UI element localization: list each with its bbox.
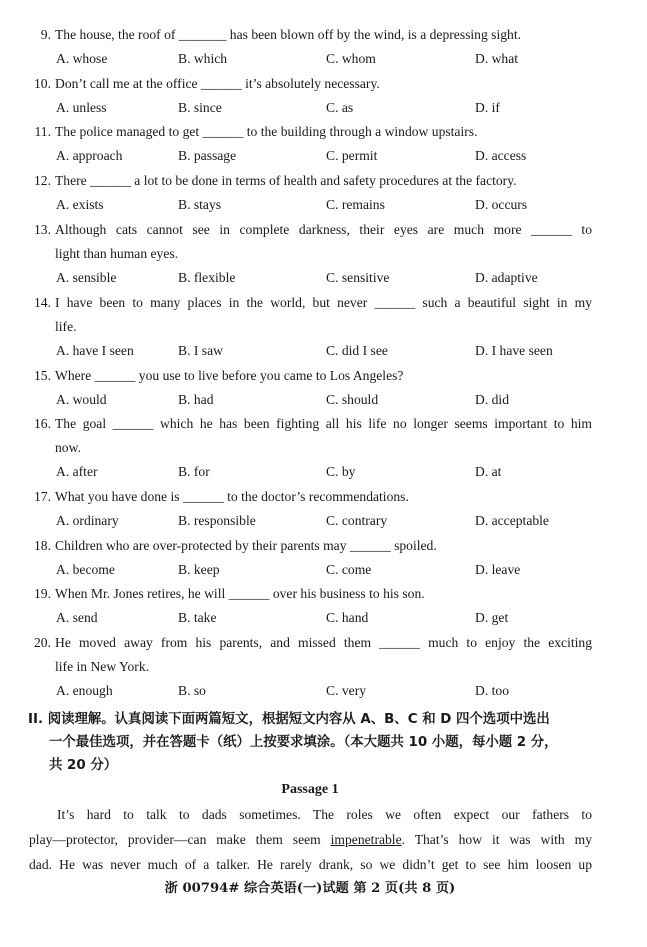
option-c: C. very [326,683,367,698]
option-c: C. should [326,392,379,407]
option-b: B. which [178,51,228,66]
question-stem [29,485,592,509]
option-a: A. have I seen [56,343,134,358]
question-text: When Mr. Jones retires, he will ______ over his business to his son. [55,586,425,601]
option-c: C. contrary [326,513,388,528]
question-stem [29,364,592,388]
question-text: There ______ a lot to be done in terms of health and safety procedures at the factory. [55,173,517,188]
option-b: B. I saw [178,343,223,358]
answer-options [56,388,596,412]
option-a: A. unless [56,100,107,115]
question-number: 16. [34,416,51,431]
question-text-continued: now. [55,440,81,455]
question-stem [29,291,592,315]
option-a: A. whose [56,51,108,66]
option-b: B. take [178,610,217,625]
question-stem [29,412,592,436]
option-d: D. if [475,100,500,115]
question-number: 12. [34,173,51,188]
question-stem [29,120,592,144]
option-b: B. keep [178,562,220,577]
option-c: C. by [326,464,356,479]
option-c: C. permit [326,148,378,163]
answer-options [56,509,596,533]
option-d: D. too [475,683,509,698]
passage-line-2-start: play—protector, provider—can make them seem [29,832,331,847]
answer-options [56,47,596,71]
question-number: 11. [34,124,51,139]
option-c: C. whom [326,51,376,66]
question-text: What you have done is ______ to the doctor’s recommendations. [55,489,409,504]
question-text: Where ______ you use to live before you came to Los Angeles? [55,368,404,383]
question-text: I have been to many places in the world, but never ______ such a beautiful sight in my [55,295,592,310]
question-text-continued: life in New York. [55,659,150,674]
option-b: B. stays [178,197,222,212]
question-text-continued: life. [55,319,77,334]
option-a: A. send [56,610,98,625]
answer-options [56,96,596,120]
option-d: D. what [475,51,519,66]
question-stem [29,631,592,655]
question-text: Children who are over-protected by their parents may ______ spoiled. [55,538,437,553]
question-stem [29,169,592,193]
option-a: A. sensible [56,270,117,285]
answer-options [56,606,596,630]
question-text: The police managed to get ______ to the building through a window upstairs. [55,124,478,139]
option-d: D. acceptable [475,513,549,528]
option-c: C. remains [326,197,385,212]
answer-options [56,339,596,363]
option-b: B. so [178,683,206,698]
question-stem [29,23,592,47]
section-heading [28,708,594,778]
option-b: B. since [178,100,222,115]
question-text: He moved away from his parents, and missed them ______ much to enjoy the exciting [55,635,592,650]
option-d: D. occurs [475,197,528,212]
question-text: The house, the roof of _______ has been blown off by the wind, is a depressing sight. [55,27,522,42]
question-stem [29,534,592,558]
question-number: 13. [34,222,51,237]
option-b: B. responsible [178,513,256,528]
option-c: C. come [326,562,372,577]
option-b: B. had [178,392,214,407]
answer-options [56,558,596,582]
passage-line-3: dad. He was never much of a talker. He rarely drank, so we didn’t get to see him loosen up [29,857,592,872]
passage-line-2 [29,828,592,852]
option-a: A. enough [56,683,113,698]
question-stem [29,218,592,242]
question-number: 17. [34,489,51,504]
option-c: C. sensitive [326,270,390,285]
option-d: D. leave [475,562,521,577]
question-number: 15. [34,368,51,383]
option-b: B. passage [178,148,237,163]
question-stem [29,582,592,606]
option-d: D. adaptive [475,270,538,285]
section-line-1: II. 阅读理解。认真阅读下面两篇短文，根据短文内容从 A、B、C 和 D 四个选项中选出 [28,712,550,727]
section-line-3: 共 20 分） [49,758,118,773]
option-a: A. after [56,464,98,479]
question-text: The goal ______ which he has been fighting all his life no longer seems important to him [55,416,592,431]
option-c: C. did I see [326,343,388,358]
option-c: C. as [326,100,354,115]
answer-options [56,266,596,290]
option-d: D. at [475,464,502,479]
option-a: A. would [56,392,107,407]
question-text: Don’t call me at the office ______ it’s absolutely necessary. [55,76,380,91]
option-d: D. did [475,392,509,407]
option-d: D. get [475,610,509,625]
question-number: 18. [34,538,51,553]
answer-options [56,460,596,484]
option-c: C. hand [326,610,369,625]
question-number: 10. [34,76,51,91]
option-a: A. approach [56,148,123,163]
question-text: Although cats cannot see in complete darkness, their eyes are much more ______ to [55,222,592,237]
question-number: 19. [34,586,51,601]
section-line-2: 一个最佳选项，并在答题卡（纸）上按要求填涂。（本大题共 10 小题，每小题 2 分， [49,735,558,750]
answer-options [56,679,596,703]
question-number: 9. [40,27,51,42]
question-number: 14. [34,295,51,310]
question-stem [29,72,592,96]
question-number: 20. [34,635,51,650]
option-a: A. become [56,562,115,577]
option-a: A. ordinary [56,513,119,528]
passage-title: Passage 1 [281,782,339,797]
option-b: B. for [178,464,210,479]
option-d: D. access [475,148,527,163]
option-d: D. I have seen [475,343,553,358]
question-text-continued: light than human eyes. [55,246,179,261]
page-footer: 浙 00794# 综合英语(一)试题 第 2 页(共 8 页) [164,881,456,896]
answer-options [56,193,596,217]
underlined-word: impenetrable [330,832,402,847]
answer-options [56,144,596,168]
option-b: B. flexible [178,270,236,285]
passage-line-1: It’s hard to talk to dads sometimes. The roles we often expect our fathers to [57,807,592,822]
option-a: A. exists [56,197,104,212]
passage-line-2-end: . That’s how it was with my [401,832,593,847]
